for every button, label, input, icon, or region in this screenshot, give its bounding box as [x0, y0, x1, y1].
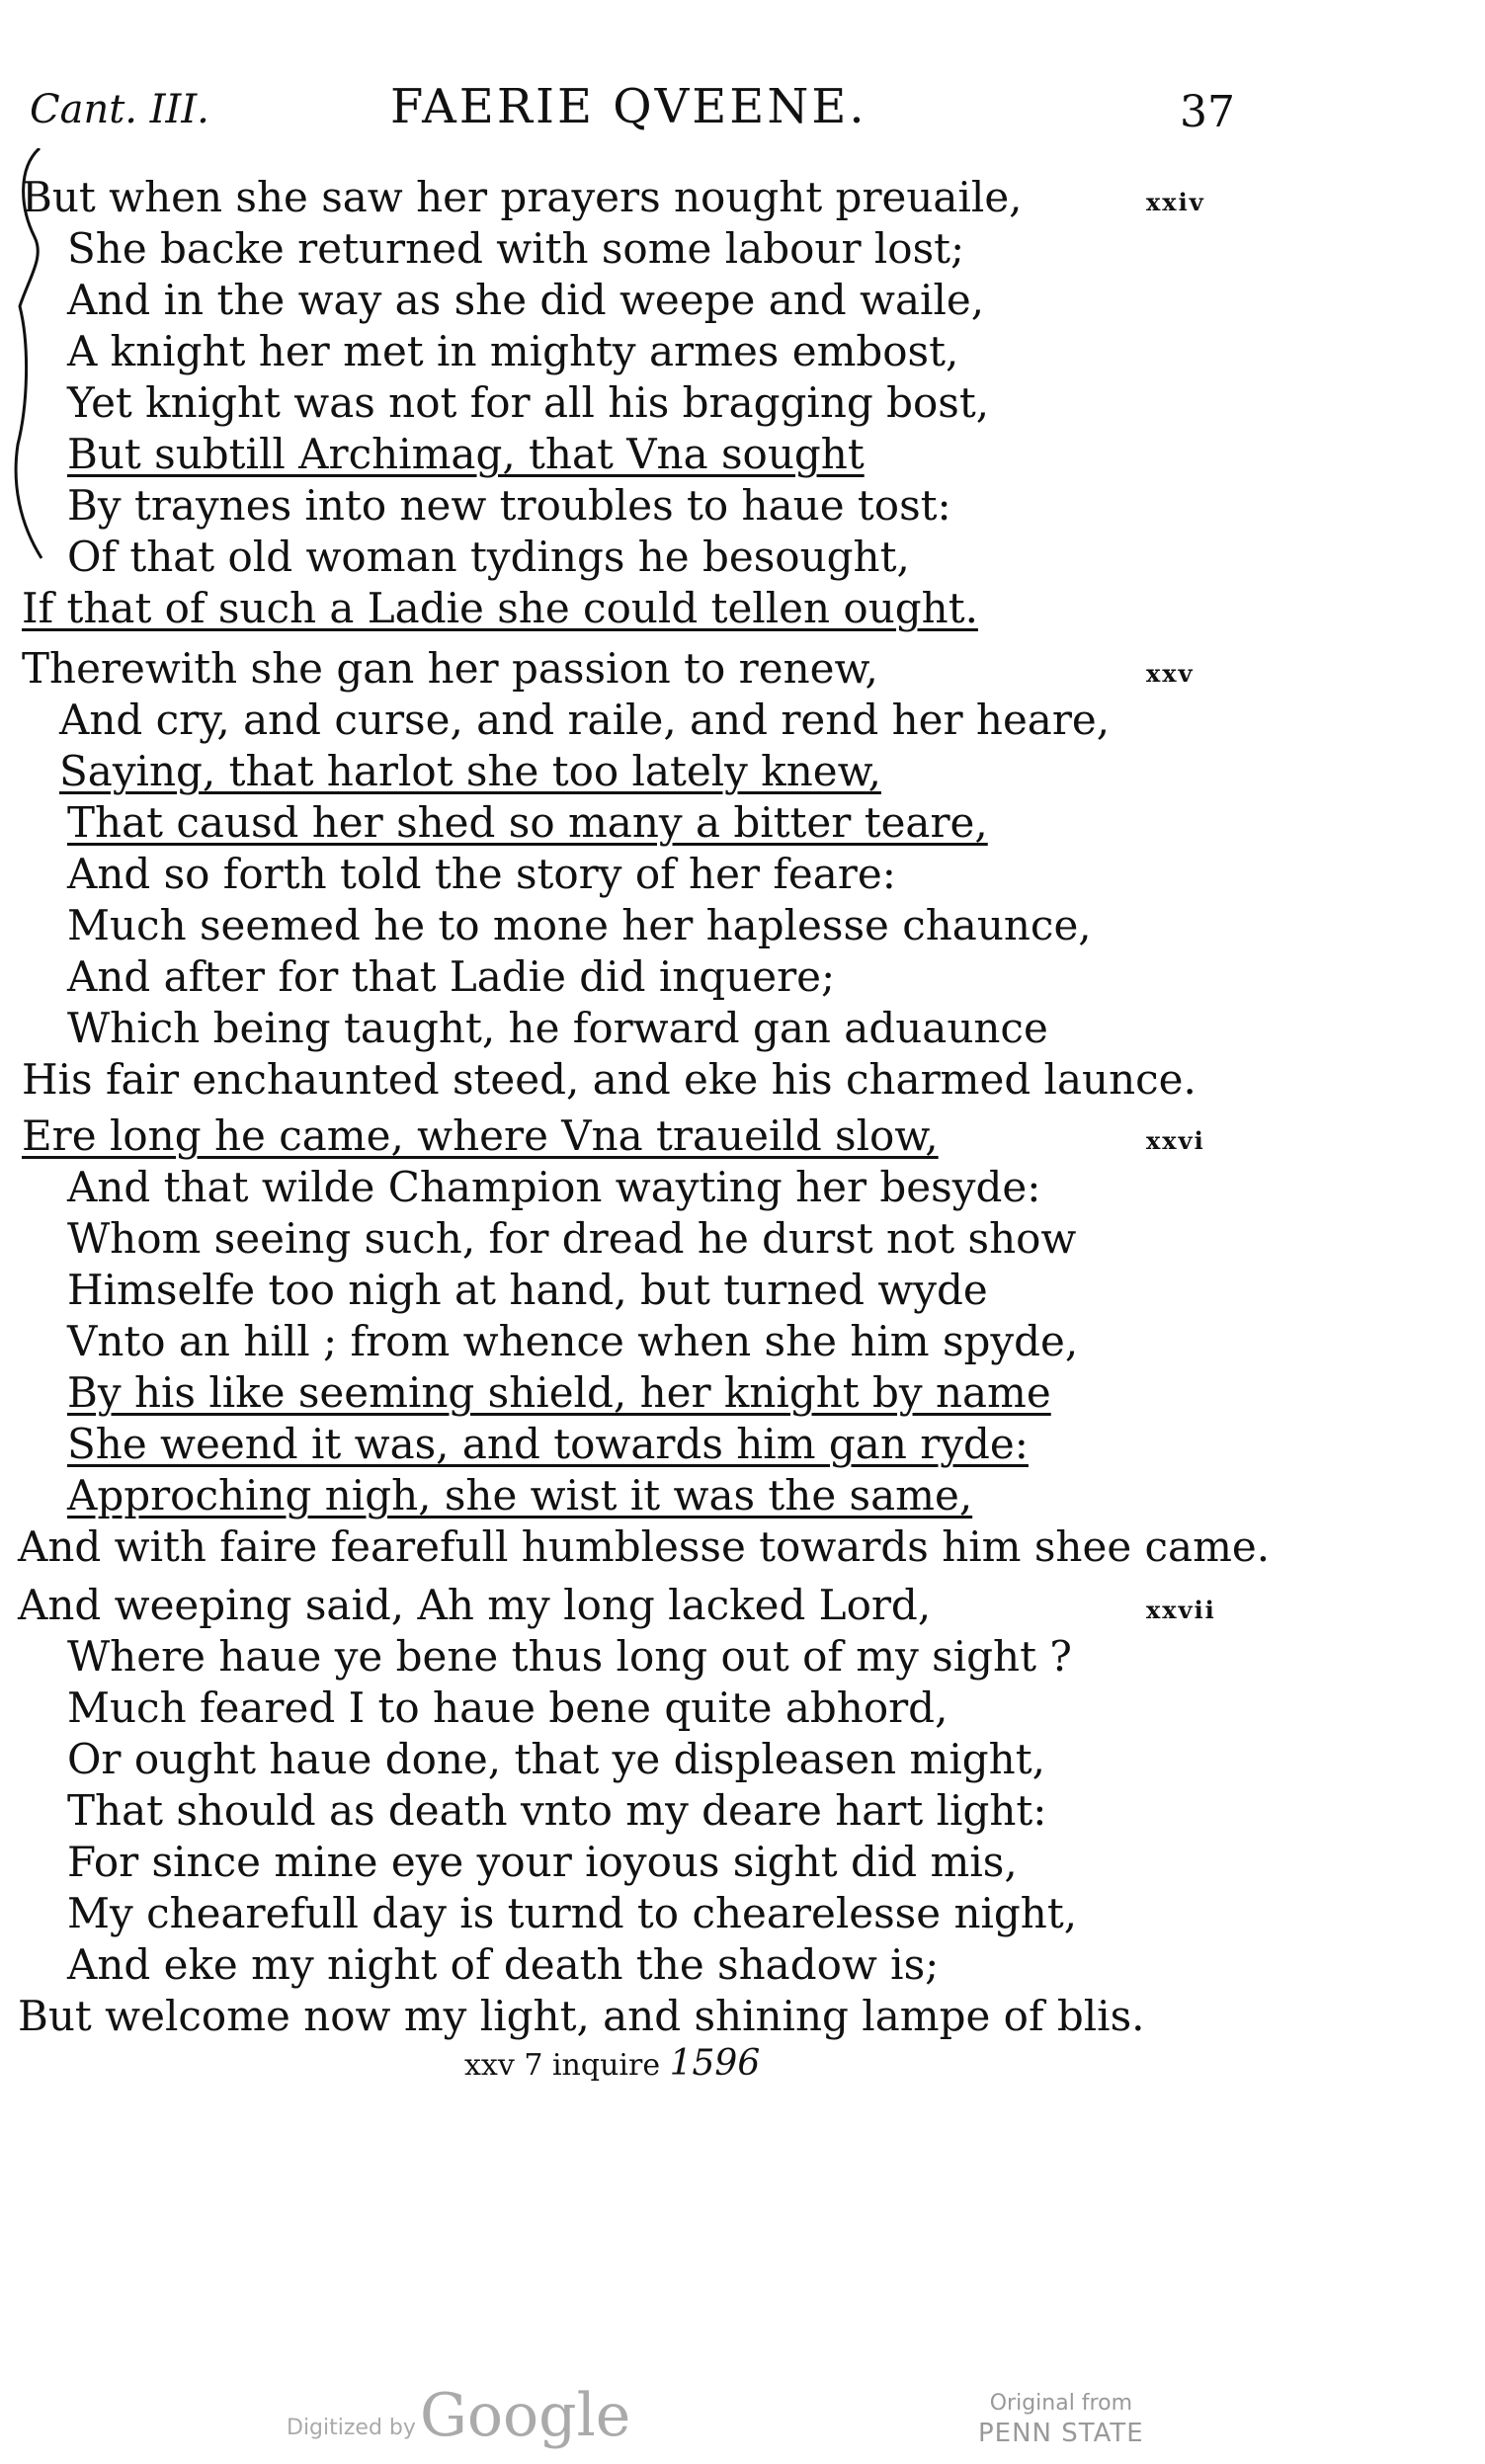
footnote [464, 2043, 760, 2084]
google-logo: Google [420, 2381, 631, 2450]
verse-line: Much seemed he to mone her haplesse chaunce, [67, 901, 1092, 949]
verse-line: And cry, and curse, and raile, and rend her heare, [59, 696, 1111, 744]
verse-line: For since mine eye your ioyous sight did mis, [67, 1838, 1018, 1886]
verse-line: Himselfe too nigh at hand, but turned wyde [67, 1266, 988, 1314]
verse-line-underlined: If that of such a Ladie she could tellen ought. [22, 584, 978, 632]
footnote-ref: xxv 7 inquire [464, 2048, 661, 2083]
page-header [30, 79, 1235, 148]
institution-name: PENN STATE [978, 2419, 1144, 2448]
digitized-by-label: Digitized by [287, 2416, 416, 2440]
verse-line: And eke my night of death the shadow is; [67, 1940, 940, 1989]
verse-line: And weeping said, Ah my long lacked Lord, [18, 1581, 932, 1629]
verse-line: Of that old woman tydings he besought, [67, 533, 910, 581]
verse-line-underlined: That causd her shed so many a bitter teare, [67, 798, 988, 847]
canto-label: Cant. III. [30, 87, 209, 132]
verse-line: Vnto an hill ; from whence when she him spyde, [67, 1317, 1079, 1365]
verse-line: And after for that Ladie did inquere; [67, 952, 836, 1001]
verse-line: She backe returned with some labour lost; [67, 224, 965, 273]
verse-line-underlined: Approching nigh, she wist it was the same, [67, 1471, 973, 1519]
original-from-label: Original from [989, 2391, 1132, 2416]
footnote-year: 1596 [669, 2043, 761, 2084]
verse-line: Where haue ye bene thus long out of my sight ? [67, 1632, 1072, 1681]
verse-line-underlined: Saying, that harlot she too lately knew, [59, 747, 881, 795]
stanza-number: xxvii [1146, 1596, 1216, 1624]
stanza-number: xxv [1146, 659, 1195, 688]
verse-line: Much feared I to haue bene quite abhord, [67, 1684, 949, 1732]
stanza-number: xxvi [1146, 1126, 1205, 1155]
verse-line: My chearefull day is turnd to chearelesse night, [67, 1889, 1078, 1937]
verse-line: But welcome now my light, and shining lampe of blis. [18, 1992, 1145, 2040]
verse-line-underlined: By his like seeming shield, her knight by name [67, 1368, 1051, 1417]
running-title: FAERIE QVEENE. [390, 79, 867, 134]
verse-line: Or ought haue done, that ye displeasen might, [67, 1735, 1045, 1783]
verse-line: His fair enchaunted steed, and eke his charmed launce. [22, 1055, 1196, 1104]
verse-line-underlined: Ere long he came, where Vna traueild slow, [22, 1111, 939, 1160]
verse-line: And so forth told the story of her feare: [67, 850, 896, 898]
verse-line: Which being taught, he forward gan aduaunce [67, 1004, 1048, 1052]
verse-line: That should as death vnto my deare hart light: [67, 1786, 1047, 1835]
verse-line: And with faire fearefull humblesse towards him shee came. [18, 1522, 1271, 1571]
verse-line: By traynes into new troubles to haue tost: [67, 481, 951, 530]
verse-line-underlined: But subtill Archimag, that Vna sought [67, 430, 865, 478]
verse-line: Whom seeing such, for dread he durst not show [67, 1214, 1077, 1263]
page-number: 37 [1180, 87, 1235, 137]
verse-line: A knight her met in mighty armes embost, [67, 327, 959, 375]
verse-line: Therewith she gan her passion to renew, [22, 644, 878, 693]
verse-line: And that wilde Champion wayting her besyde: [67, 1163, 1041, 1211]
verse-line-underlined: She weend it was, and towards him gan ryde: [67, 1420, 1029, 1468]
verse-line: But when she saw her prayers nought preuaile, [22, 173, 1023, 221]
verse-line: And in the way as she did weepe and waile, [67, 276, 985, 324]
original-from-block [978, 2389, 1144, 2448]
verse-line: Yet knight was not for all his bragging bost, [67, 378, 990, 427]
stanza-number: xxiv [1146, 188, 1205, 216]
